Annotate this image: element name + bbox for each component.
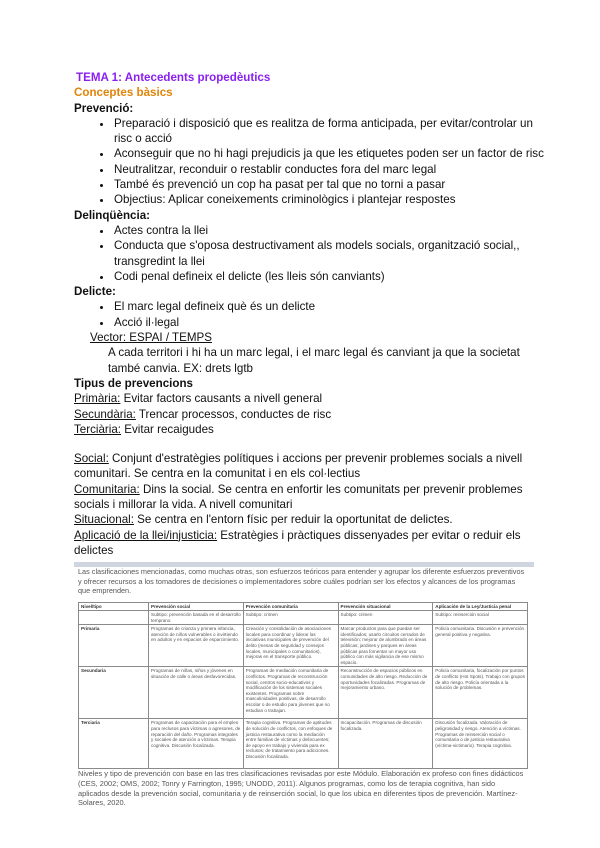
table-cell: Subtipo: reinserción social [433,611,528,625]
tipus-secundaria: Secundària: Trencar processos, conductes de risc [74,407,332,421]
table-header: Aplicación de la Ley/Justicia penal [433,602,528,611]
prevention-table [78,602,528,770]
tipus-heading: Tipus de prevencions [74,376,193,390]
list-item: • Acció il·legal [112,315,544,330]
tipus-terciaria: Terciària: Evitar recaigudes [74,422,214,436]
list-item: • Neutralitzar, reconduir o restablir conductes fora del marc legal [112,162,544,177]
table-cell: Programas de mediación comunitaria de conflictos. Programas de reconstrucción social, centros socio-educativos y modificación de los sistemas sociales existentes. Programas sobre masculinidades positivas, de desarrollo escolar o de estudio para jóvenes que no estudian o trabajan. [243,667,338,719]
table-header: Prevención comunitaria [243,602,338,611]
table-cell: Programas de capacitación para el empleo para reclusos para víctimas o agresores, de reparación del daño. Programas integrales y sociales de atención a víctimas. Terapia cognitiva. Discusión focalizada. [149,719,244,769]
list-item: • Objectius: Aplicar coneixements criminològics i plantejar respostes [112,192,544,207]
table-cell: Policía comunitaria, focalización por puntos de conflicto (Hot Spots). Trabajo con grupos de alto riesgo. Policía orientada a la solución de problemas. [433,667,528,719]
list-item: • Actes contra la llei [112,223,544,238]
list-item: • Codi penal defineix el delicte (les lleis són canviants) [112,269,544,284]
table-cell: Incapacitación. Programas de discusión focalizada. [338,719,433,769]
list-item: • Preparació i disposició que es realitza de forma anticipada, per evitar/controlar un risc o acció [112,116,544,147]
table-subheader-row [79,611,528,625]
list-item: • També és prevenció un cop ha pasat per tal que no torni a pasar [112,177,544,192]
vector-label: Vector: ESPAI / TEMPS [90,331,212,345]
table-cell: Subtipo: crimen [338,611,433,625]
delicte-list [74,299,544,330]
table-cell: Discusión focalizada. Valoración de peligrosidad y riesgo. Atención a víctimas. Programas de reinserción social o comunitaria o de justicia restaurativa (víctima-victimario). Terapia cognitiva. [433,719,528,769]
table-cell: Reconstrucción de espacios públicos en comunidades de alto riesgo. Reducción de oportunidades focalizadas. Programas de mejoramiento urbano. [338,667,433,719]
table-header: Nivel/tipo [79,602,149,611]
ambit-social: Social: Conjunt d'estratègies polítiques i accions per prevenir problemes socials a nivell comunitari. Se centra en la comunitat i en els col·lectius [74,452,523,481]
ambit-situacional: Situacional: Se centra en l'entorn físic per reduir la oportunitat de delictes. [74,513,453,527]
list-item: • Conducta que s'oposa destructivament als models socials, organització social,, transgredint la llei [112,238,544,269]
table-header-row [79,602,528,611]
tipus-primaria: Primària: Evitar factors causants a nivell general [74,392,323,406]
table-cell: Policía comunitaria. Discusión e prevención general positiva y negativa. [433,625,528,667]
section-subtitle: Conceptes bàsics [74,86,173,100]
prevencio-list [74,116,544,208]
table-cell: Terciaria [79,719,149,769]
table-cell: Programas de crianza y primera infancia, atención de niños vulnerables o invirtiendo en adultos y en espacios de esparcimiento. [149,625,244,667]
ambit-comunitaria: Comunitaria: Dins la social. Se centra en enfortir les comunitats per prevenir problemes socials i millorar la vida. A nivell comunitari [74,482,523,512]
list-item: • Aconseguir que no hi hagi prejudicis ja que les etiquetes poden ser un factor de risc [112,146,544,161]
table-cell: Programas de niñas, niños y jóvenes en situación de calle o áreas desfavorecidas. [149,667,244,719]
delinquencia-heading: Delinqüència: [74,208,151,222]
prevencio-heading: Prevenció: [74,101,134,115]
list-item: • El marc legal defineix què és un delicte [112,299,544,314]
table-cell: Creación y consolidación de asociaciones locales para coordinar y liderar las iniciativas municipales de prevención del delito (mesas de seguridad y consejos locales, municipales o comunitarios), mejoras en el transporte público. [243,625,338,667]
vector-text: A cada territori i hi ha un marc legal, i el marc legal és canviant ja que la societat també canvia. EX: drets lgtb [108,346,520,375]
delinquencia-list [74,223,544,284]
embedded-footnote: Niveles y tipo de prevención con base en las tres clasificaciones revisadas por este Módulo. Elaboración ex profeso con fines didácticos (CES, 2002; OMS, 2002; Tonry y Farrington, 1995; UNODD, 2011). Algunos programas, como los de terapia cognitiva, han sido aplicados desde la prevención social, comunitaria y de reinserción social, lo que los ubica en diferentes tipos de prevención. Martínez-Solares, 2020. [78,769,524,808]
table-header: Prevención social [149,602,244,611]
table-cell [79,611,149,625]
embedded-intro: Las clasificaciones mencionadas, como muchas otras, son esfuerzos teóricos para entender y agrupar los diferente esfuerzos preventivos y ofrecer recursos a los tomadores de decisiones o implementadores sobre cuáles podrían ser los efectos y alcances de los programas que emprenden. [78,567,525,595]
table-header: Prevención situacional [338,602,433,611]
table-cell: Terapia cognitiva. Programas de aptitudes de solución de conflictos, con enfoques de justicia restaurativa como la mediación entre familias de víctimas y delincuentes; de apoyo en trabajo y vivienda para ex reclusos; de tratamiento para adicciones. Discusión focalizada. [243,719,338,769]
table-cell: Subtipo: crimen [243,611,338,625]
ambit-aplicacio-llei: Aplicació de la llei/injusticia: Estratègies i pràctiques dissenyades per evitar o reduir els delictes [74,528,521,557]
table-cell: Subtipo: prevención basada en el desarrollo temprano [149,611,244,625]
topic-title: TEMA 1: Antecedents propedèutics [76,71,271,84]
delicte-heading: Delicte: [74,285,116,299]
table-cell: Secundaria [79,667,149,719]
table-row [79,667,528,719]
table-cell: Primaria [79,625,149,667]
table-cell: Marcar productos para que puedan ser identificados; usarlo circuitos cerrados de televisión; mejorar de alumbrado en áreas públicas; jardines y parques en áreas públicas para fomentar un mayor uso público con más vigilancia de ese mismo espacio. [338,625,433,667]
document-body [74,70,544,558]
table-row [79,719,528,769]
table-row [79,625,528,667]
embedded-table-image [78,567,528,808]
